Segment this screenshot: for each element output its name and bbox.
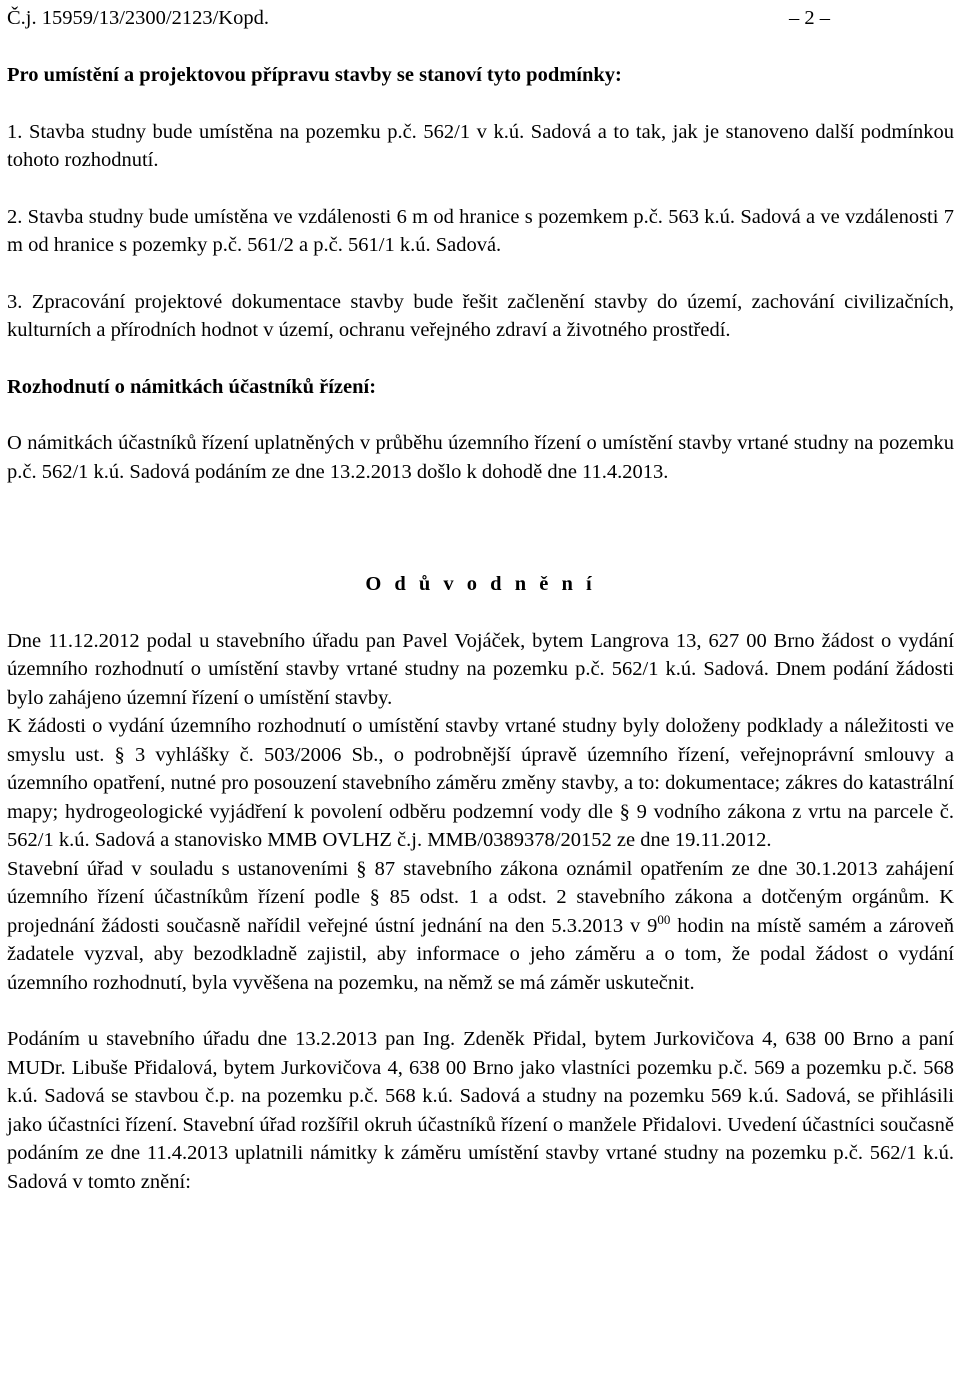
condition-item-3: 3. Zpracování projektové dokumentace stavby bude řešit začlenění stavby do území, zachování civilizačních, kulturních a přírodních hodnot v území, ochranu veřejného zdraví a životného prostředí. — [7, 290, 954, 341]
reasoning-paragraph-4: Podáním u stavebního úřadu dne 13.2.2013 pan Ing. Zdeněk Přidal, bytem Jurkovičova 4, 638 00 Brno a paní MUDr. Libuše Přidalová, bytem Jurkovičova 4, 638 00 Brno jako vlastníci pozemku p.č. 569 a pozemku p.č. 568 k.ú. Sadová se stavbou č.p. na pozemku p.č. 568 k.ú. Sadová a studny na pozemku 569 k.ú. Sadová, se přihlásili jako účastníci řízení. Stavební úřad rozšířil okruh účastníků řízení o manžele Přidalovi. Uvedení účastníci současně podáním ze dne 11.4.2013 uplatnili námitky k záměru umístění stavby vrtané studny na pozemku p.č. 562/1 k.ú. Sadová v tomto znění: — [7, 1028, 954, 1193]
objections-heading: Rozhodnutí o námitkách účastníků řízení: — [7, 375, 377, 398]
conditions-heading: Pro umístění a projektovou přípravu stavby se stanoví tyto podmínky: — [7, 64, 622, 86]
reasoning-paragraph-1: Dne 11.12.2012 podal u stavebního úřadu pan Pavel Vojáček, bytem Langrova 13, 627 00 Brno žádost o vydání územního rozhodnutí o umístění stavby vrtané studny na pozemku p.č. 562/1 k.ú. Sadová. Dnem podání žádosti bylo zahájeno územní řízení o umístění stavby. — [7, 629, 954, 709]
reasoning-heading: O d ů v o d n ě n í — [365, 573, 596, 595]
page-header — [7, 4, 954, 33]
reasoning-paragraph-3-end: hodin na místě samém a zároveň žadatele vyzval, aby bezodkladně zajistil, aby informace o jeho záměru a o tom, že podal žádost o vydání územního rozhodnutí, byla vyvěšena na pozemku, na němž se má záměr uskutečnit. — [7, 914, 954, 994]
reasoning-paragraph-3-start: Stavební úřad v souladu s ustanoveními § 87 stavebního zákona oznámil opatřením ze dne 30.1.2013 zahájení územního řízení účastníkům řízení podle § 85 odst. 1 a odst. 2 stavebního zákona a dotčeným orgánům. K projednání žádosti současně nařídil veřejné ústní jednání na den 5.3.2013 v 9 — [7, 857, 954, 937]
reference-number: Č.j. 15959/13/2300/2123/Kopd. — [7, 7, 269, 29]
page-number: – 2 – — [789, 7, 830, 29]
reasoning-paragraph-2: K žádosti o vydání územního rozhodnutí o umístění stavby vrtané studny byly doloženy podklady a náležitosti ve smyslu ust. § 3 vyhlášky č. 503/2006 Sb., o podrobnější úpravě územního řízení, veřejnoprávní smlouvy a územního opatření, nutné pro posouzení stavebního záměru změny stavby, a to: dokumentace; zákres do katastrální mapy; hydrogeologické vyjádření k povolení odběru podzemní vody dle § 9 vodního zákona z vrtu na parcele č. 562/1 k.ú. Sadová a stanovisko MMB OVLHZ č.j. MMB/0389378/20152 ze dne 19.11.2012. — [7, 715, 954, 851]
condition-item-2: 2. Stavba studny bude umístěna ve vzdálenosti 6 m od hranice s pozemkem p.č. 563 k.ú. Sadová a ve vzdálenosti 7 m od hranice s pozemky p.č. 561/2 a p.č. 561/1 k.ú. Sadová. — [7, 205, 954, 256]
time-superscript: 00 — [657, 911, 671, 927]
condition-item-1: 1. Stavba studny bude umístěna na pozemku p.č. 562/1 v k.ú. Sadová a to tak, jak je stanoveno další podmínkou tohoto rozhodnutí. — [7, 120, 954, 171]
reasoning-paragraph-3 — [7, 855, 954, 998]
objections-text: O námitkách účastníků řízení uplatněných v průběhu územního řízení o umístění stavby vrtané studny na pozemku p.č. 562/1 k.ú. Sadová podáním ze dne 13.2.2013 došlo k dohodě dne 11.4.2013. — [7, 432, 954, 483]
